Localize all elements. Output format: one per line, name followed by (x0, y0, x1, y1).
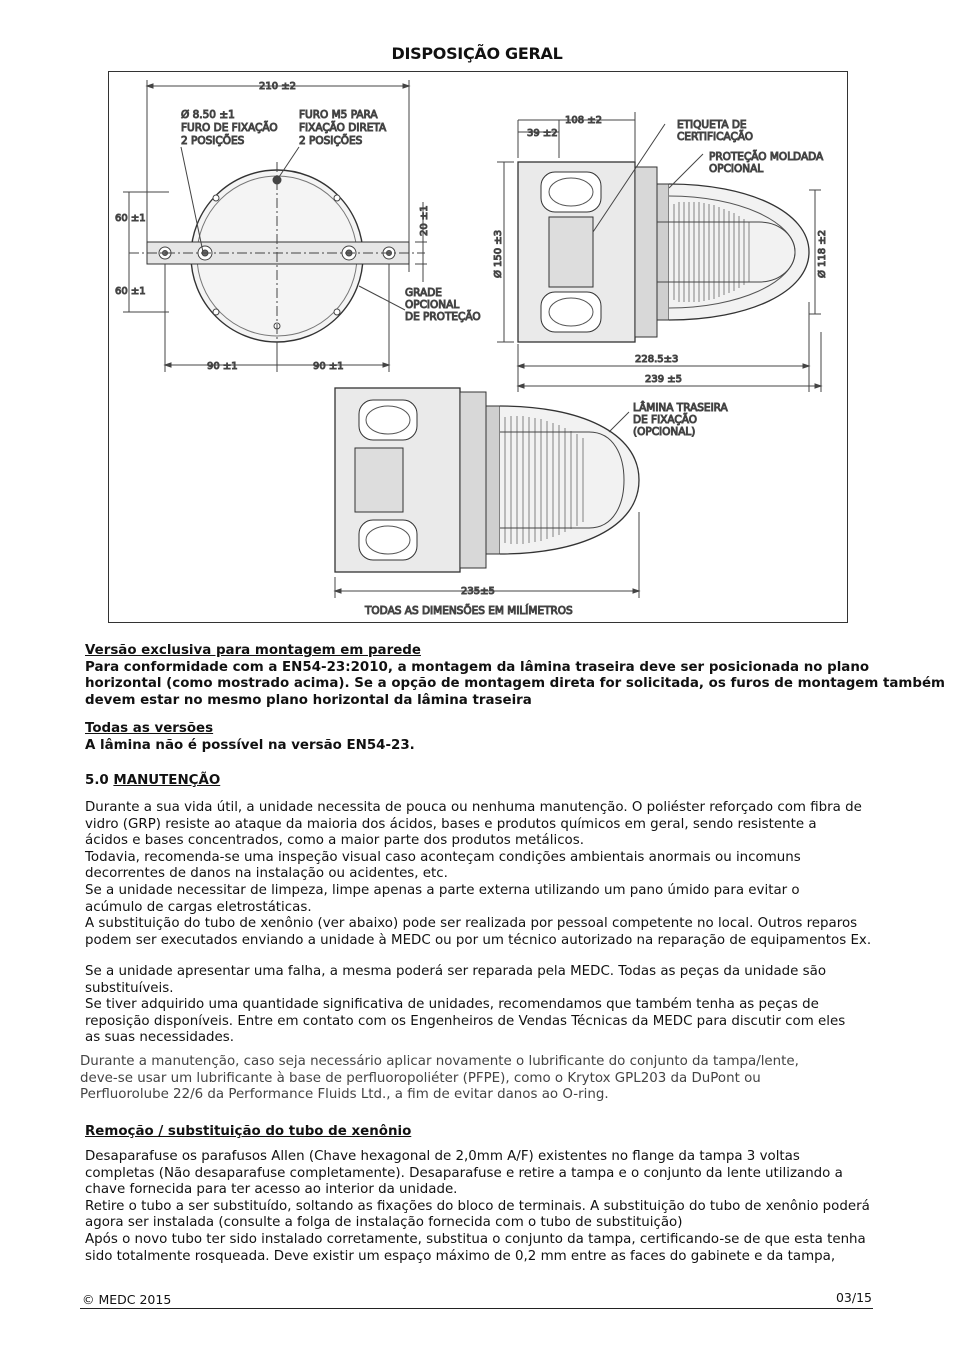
maint-line: ácidos e bases concentrados, como a maior parte dos produtos metálicos. (85, 833, 584, 849)
dim-108: 108 ±2 (565, 115, 603, 126)
maintenance-paragraph-3 (80, 1054, 880, 1104)
grid-label-3: DE PROTEÇÃO (405, 311, 481, 323)
dim-90-right: 90 ±1 (313, 361, 344, 372)
maint-line: as suas necessidades. (85, 1030, 235, 1046)
maint-line: Se a unidade apresentar uma falha, a mesma poderá ser reparada pela MEDC. Todas as peças da unidade são (85, 964, 827, 979)
tube-line: agora ser instalada (consulte a folga de instalação fornecida com o tubo de substituição) (85, 1215, 683, 1231)
hole-label-1: Ø 8.50 ±1 (181, 109, 235, 121)
tube-paragraph (85, 1149, 885, 1265)
maintenance-title: MANUTENÇÃO (113, 773, 221, 788)
maint-line: Se tiver adquirido uma quantidade significativa de unidades, recomendamos que também tenha as peças de (85, 997, 819, 1013)
dim-60-bottom: 60 ±1 (115, 286, 146, 297)
tube-heading: Remoção / substituição do tubo de xenônio (85, 1124, 412, 1139)
wall-mount-line-1: Para conformidade com a EN54-23:2010, a montagem da lâmina traseira deve ser posicionada no plano (85, 659, 870, 675)
all-versions-heading: Todas as versões (85, 721, 214, 736)
maint-line: Durante a manutenção, caso seja necessário aplicar novamente o lubrificante do conjunto da tampa/lente, (80, 1054, 799, 1069)
maint-line: acúmulo de cargas eletrostáticas. (85, 899, 312, 915)
guard-label-2: OPCIONAL (709, 163, 764, 175)
grid-label-1: GRADE (405, 287, 442, 299)
footer-copyright: © MEDC 2015 (82, 1292, 172, 1307)
dim-20: 20 ±1 (419, 205, 430, 236)
dim-228: 228.5±3 (635, 354, 679, 365)
footer-divider (80, 1308, 873, 1309)
maintenance-number: 5.0 (85, 773, 114, 788)
maint-line: Todavia, recomenda-se uma inspeção visual caso aconteçam condições ambientais anormais ou incomuns (85, 849, 801, 865)
cert-label-1: ETIQUETA DE (677, 119, 747, 131)
m5-label-3: 2 POSIÇÕES (299, 135, 363, 147)
maint-line: reposição disponíveis. Entre em contato com os Engenheiros de Vendas Técnicas da MEDC para discutir com eles (85, 1013, 846, 1029)
tube-line: Retire o tubo a ser substituído, soltando as fixações do bloco de terminais. A substituição do tubo de xenônio poderá (85, 1198, 870, 1214)
footer-date: 03/15 (835, 1290, 872, 1305)
m5-label-1: FURO M5 PARA (299, 109, 378, 121)
tube-line: completas (Não desaparafuse completamente). Desaparafuse e retire a tampa e o conjunto da lente utilizando a (85, 1165, 843, 1181)
all-versions-section (85, 721, 885, 754)
cert-label-2: CERTIFICAÇÃO (677, 131, 754, 143)
plate-label-1: LÂMINA TRASEIRA (633, 402, 728, 414)
dim-90-left: 90 ±1 (207, 361, 238, 372)
maint-line: substituíveis. (85, 980, 174, 996)
maint-line: vidro (GRP) resiste ao ataque da maioria dos ácidos, bases e produtos químicos em geral, sendo resistente a (85, 816, 817, 832)
wall-mount-section (85, 643, 945, 709)
tube-line: sido totalmente rosqueada. Deve existir um espaço máximo de 0,2 mm entre as faces do gabinete e da tampa, (85, 1248, 836, 1264)
technical-drawing (108, 71, 848, 623)
tube-line: Desaparafuse os parafusos Allen (Chave hexagonal de 2,0mm A/F) existentes no flange da tampa 3 voltas (85, 1149, 800, 1164)
maint-line: Durante a sua vida útil, a unidade necessita de pouca ou nenhuma manutenção. O poliéster reforçado com fibra de (85, 800, 862, 815)
maint-line: decorrentes de danos na instalação ou acidentes, etc. (85, 866, 448, 882)
maint-line: Perfluorolube 22/6 da Performance Fluids Ltd., a fim de evitar danos ao O-ring. (80, 1087, 609, 1103)
page-title: DISPOSIÇÃO GERAL (391, 44, 563, 63)
bottom-view-drawing (335, 388, 639, 598)
wall-mount-heading: Versão exclusiva para montagem em parede (85, 643, 421, 658)
maint-line: Se a unidade necessitar de limpeza, limpe apenas a parte externa utilizando um pano úmido para evitar o (85, 882, 800, 898)
dim-118: Ø 118 ±2 (817, 229, 828, 278)
all-dimensions-note: TODAS AS DIMENSÕES EM MILÍMETROS (365, 605, 573, 617)
tube-line: Após o novo tubo ter sido instalado corretamente, substitua o conjunto da tampa, certificando-se de que esta tenha (85, 1231, 866, 1247)
dim-39: 39 ±2 (527, 128, 558, 139)
tube-line: chave fornecida para ter acesso ao interior da unidade. (85, 1182, 458, 1198)
dim-60-top: 60 ±1 (115, 213, 146, 224)
wall-mount-line-3: devem estar no mesmo plano horizontal da lâmina traseira (85, 692, 532, 708)
plate-label-2: DE FIXAÇÃO (633, 414, 697, 426)
maintenance-heading (85, 773, 885, 790)
dim-235: 235±5 (461, 586, 495, 597)
plate-label-3: (OPCIONAL) (633, 426, 696, 438)
dim-239: 239 ±5 (645, 374, 683, 385)
dim-210: 210 ±2 (259, 81, 297, 92)
maint-line: A substituição do tubo de xenônio (ver abaixo) pode ser realizada por pessoal competente no local. Outros reparos (85, 916, 858, 932)
maintenance-paragraph-1 (85, 800, 885, 949)
maint-line: deve-se usar um lubrificante à base de perfluoropoliéter (PFPE), como o Krytox GPL203 da DuPont ou (80, 1070, 761, 1086)
dim-150: Ø 150 ±3 (493, 229, 504, 278)
maint-line: podem ser executados enviando a unidade à MEDC ou por um técnico autorizado na reparação de equipamentos Ex. (85, 932, 872, 948)
hole-label-2: FURO DE FIXAÇÃO (181, 122, 278, 134)
guard-label-1: PROTEÇÃO MOLDADA (709, 151, 824, 163)
m5-label-2: FIXAÇÃO DIRETA (299, 122, 387, 134)
grid-label-2: OPCIONAL (405, 299, 460, 311)
wall-mount-line-2: horizontal (como mostrado acima). Se a opção de montagem direta for solicitada, os furos de montagem também (85, 676, 945, 692)
all-versions-line: A lâmina não é possível na versão EN54-23. (85, 737, 415, 753)
hole-label-3: 2 POSIÇÕES (181, 135, 245, 147)
maintenance-paragraph-2 (85, 964, 885, 1047)
